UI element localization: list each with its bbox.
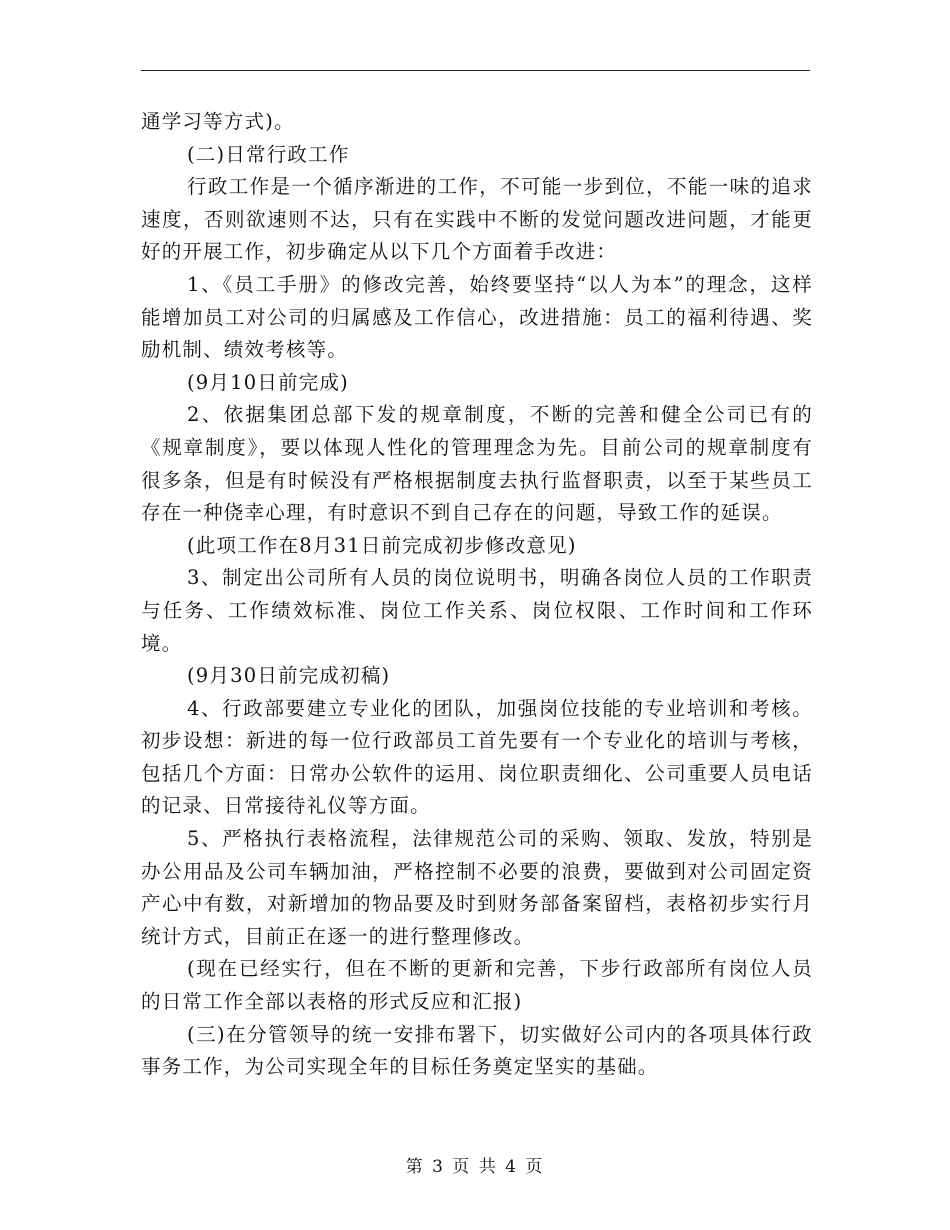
paragraph-1: 通学习等方式)。 [141,110,295,133]
header-rule [141,70,810,71]
paragraph-11: 5、严格执行表格流程，法律规范公司的采购、领取、发放，特别是办公用品及公司车辆加油，严格控制不必要的浪费，要做到对公司固定资产心中有数，对新增加的物品要及时到财务部备案留档，表格初步实行月统计方式，目前正在逐一的进行整理修改。 [141,827,813,948]
paragraph-12-note: (现在已经实行，但在不断的更新和完善，下步行政部所有岗位人员的日常工作全部以表格的形式反应和汇报) [141,957,813,1014]
paragraph-3: 行政工作是一个循序渐进的工作，不可能一步到位，不能一味的追求速度，否则欲速则不达，只有在实践中不断的发觉问题改进问题，才能更好的开展工作，初步确定从以下几个方面着手改进： [141,175,813,264]
paragraph-6: 2、依据集团总部下发的规章制度，不断的完善和健全公司已有的《规章制度》，要以体现人性化的管理理念为先。目前公司的规章制度有很多条，但是有时候没有严格根据制度去执行监督职责，以至于某些员工存在一种侥幸心理，有时意识不到自己存在的问题，导致工作的延误。 [141,403,813,525]
page-footer: 第 3 页 共 4 页 [405,1157,545,1177]
paragraph-10: 4、行政部要建立专业化的团队，加强岗位技能的专业培训和考核。初步设想：新进的每一位行政部员工首先要有一个专业化的培训与考核，包括几个方面：日常办公软件的运用、岗位职责细化、公司重要人员电话的记录、日常接待礼仪等方面。 [141,696,813,818]
paragraph-4: 1、《员工手册》的修改完善，始终要坚持“以人为本”的理念，这样能增加员工对公司的归属感及工作信心，改进措施：员工的福利待遇、奖励机制、绩效考核等。 [141,272,813,362]
paragraph-13-heading: (三)在分管领导的统一安排布署下，切实做好公司内的各项具体行政事务工作，为公司实现全年的目标任务奠定坚实的基础。 [141,1022,813,1079]
paragraph-7-deadline: (此项工作在8月31日前完成初步修改意见) [187,533,577,557]
paragraph-2-heading: (二)日常行政工作 [187,142,350,166]
paragraph-9-deadline: (9月30日前完成初稿) [187,664,391,688]
document-body [141,106,813,1084]
paragraph-5-deadline: (9月10日前完成) [187,370,349,394]
paragraph-8: 3、制定出公司所有人员的岗位说明书，明确各岗位人员的工作职责与任务、工作绩效标准、岗位工作关系、岗位权限、工作时间和工作环境。 [141,566,813,655]
